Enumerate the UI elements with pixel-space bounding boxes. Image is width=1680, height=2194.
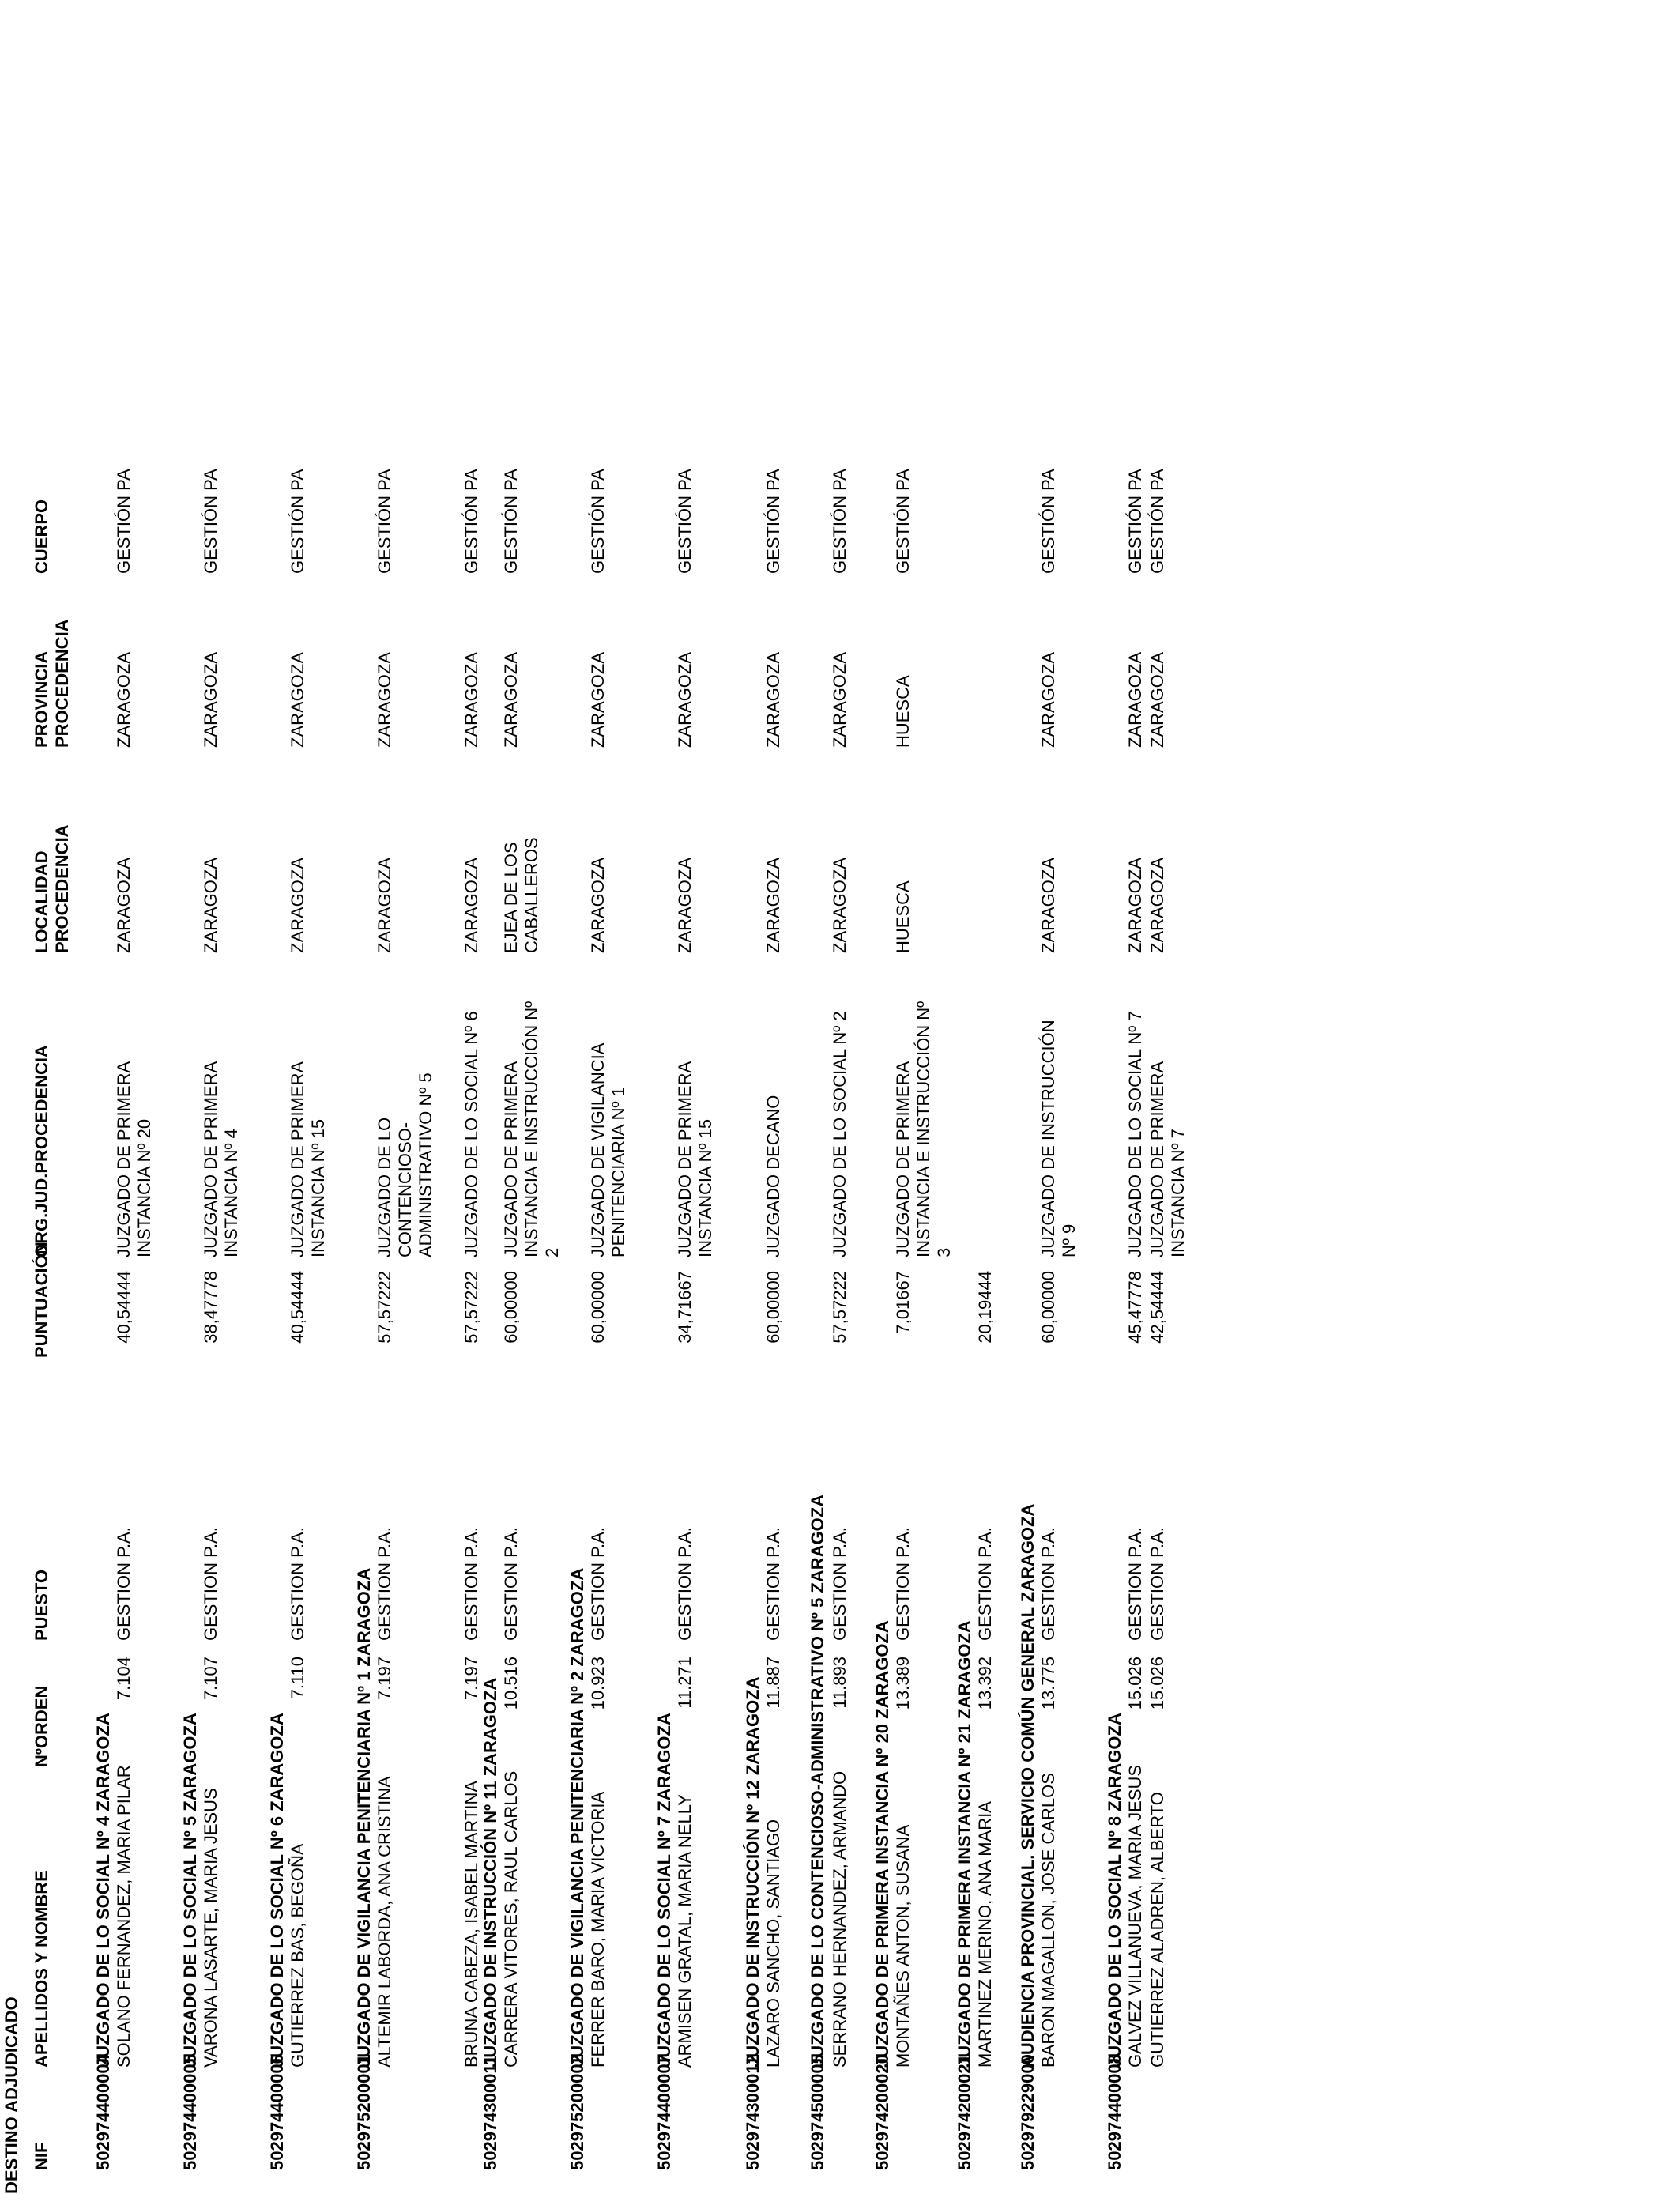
order-number: 15.026 [1147,1657,1167,1710]
provincia-procedencia: ZARAGOZA [1147,651,1167,748]
org-procedencia: JUZGADO DE PRIMERA INSTANCIA Nº 20 [114,1062,154,1257]
col-header-order: NºORDEN [32,1685,51,1767]
order-number: 13.775 [1038,1657,1058,1710]
puesto-value: GESTION P.A. [975,1527,995,1641]
destination-name: JUZGADO DE VIGILANCIA PENITENCIARIA Nº 2 ZARAGOZA [567,1567,587,2068]
order-number: 13.389 [893,1657,913,1710]
puntuacion-value: 38,47778 [201,1271,220,1344]
applicant-name: SERRANO HERNANDEZ, ARMANDO [830,1770,849,2068]
puntuacion-value: 57,57222 [830,1271,849,1344]
localidad-procedencia: ZARAGOZA [375,857,394,953]
order-number: 7.107 [201,1657,220,1701]
localidad-procedencia: ZARAGOZA [1125,857,1145,953]
provincia-procedencia: ZARAGOZA [1125,651,1145,748]
order-number: 7.110 [288,1657,307,1699]
provincia-procedencia: HUESCA [893,675,913,748]
col-header-localidad: LOCALIDAD PROCEDENCIA [32,824,72,953]
destination-name: JUZGADO DE LO SOCIAL Nº 7 ZARAGOZA [654,1713,674,2068]
destination-nif: 502974200020 [872,2054,892,2170]
org-procedencia: JUZGADO DE PRIMERA INSTANCIA Nº 4 [201,1062,241,1257]
puntuacion-value: 34,71667 [675,1271,695,1344]
provincia-procedencia: ZARAGOZA [201,651,220,748]
destination-nif: 502975200002 [567,2054,587,2170]
provincia-procedencia: ZARAGOZA [501,651,521,748]
applicant-name: BARON MAGALLON, JOSE CARLOS [1038,1773,1058,2068]
puesto-value: GESTION P.A. [501,1527,521,1641]
puesto-value: GESTION P.A. [288,1527,307,1641]
destination-nif: 502974400008 [1105,2054,1124,2170]
localidad-procedencia: ZARAGOZA [114,857,134,953]
col-header-puesto: PUESTO [32,1569,51,1641]
localidad-procedencia: ZARAGOZA [588,857,608,953]
destination-nif: 502974300011 [480,2055,500,2170]
destination-name: JUZGADO DE LO SOCIAL Nº 6 ZARAGOZA [267,1713,287,2068]
destination-nif: 502974400006 [267,2054,287,2170]
order-number: 10.923 [588,1657,608,1710]
cuerpo-value: GESTIÓN PA [114,469,134,574]
localidad-procedencia: ZARAGOZA [675,857,695,953]
org-procedencia: JUZGADO DE PRIMERA INSTANCIA E INSTRUCCIÓN Nº 2 [501,1001,562,1257]
cuerpo-value: GESTIÓN PA [893,469,913,574]
cuerpo-value: GESTIÓN PA [201,469,220,574]
puesto-value: GESTION P.A. [1038,1527,1058,1641]
puntuacion-value: 57,57222 [461,1271,481,1344]
destination-name: JUZGADO DE PRIMERA INSTANCIA Nº 20 ZARAGOZA [872,1620,892,2068]
col-header-cuerpo: CUERPO [32,499,51,574]
order-number: 7.197 [461,1657,481,1701]
cuerpo-value: GESTIÓN PA [375,469,394,574]
order-number: 11.893 [830,1657,849,1709]
puntuacion-value: 20,19444 [975,1271,995,1344]
puntuacion-value: 60,00000 [588,1271,608,1344]
puesto-value: GESTION P.A. [1125,1527,1145,1641]
cuerpo-value: GESTIÓN PA [501,469,521,574]
org-procedencia: JUZGADO DE PRIMERA INSTANCIA Nº 15 [288,1062,328,1257]
puesto-value: GESTION P.A. [201,1527,220,1641]
puntuacion-value: 60,00000 [1038,1271,1058,1344]
puesto-value: GESTION P.A. [588,1527,608,1641]
destination-nif: 502979229000 [1018,2054,1038,2170]
destination-name: JUZGADO DE VIGILANCIA PENITENCIARIA Nº 1 ZARAGOZA [354,1567,374,2068]
order-number: 11.887 [763,1657,783,1709]
puesto-value: GESTION P.A. [1147,1527,1167,1641]
col-header-puntuacion: PUNTUACIÓN [32,1242,51,1358]
col-header-provincia: PROVINCIA PROCEDENCIA [32,619,72,748]
org-procedencia: JUZGADO DE LO SOCIAL Nº 6 [461,1011,481,1257]
cuerpo-value: GESTIÓN PA [288,469,307,574]
order-number: 13.392 [975,1657,995,1710]
puesto-value: GESTION P.A. [675,1527,695,1641]
localidad-procedencia: ZARAGOZA [1147,857,1167,953]
provincia-procedencia: ZARAGOZA [588,651,608,748]
applicant-name: GUTIERREZ BAS, BEGOÑA [288,1843,307,2068]
cuerpo-value: GESTIÓN PA [1038,469,1058,574]
applicant-name: SOLANO FERNANDEZ, MARIA PILAR [114,1765,134,2068]
order-number: 7.197 [375,1657,394,1701]
destination-nif: 502974500005 [808,2054,827,2170]
order-number: 7.104 [114,1657,134,1701]
org-procedencia: JUZGADO DE VIGILANCIA PENITENCIARIA Nº 1 [588,1043,628,1257]
order-number: 15.026 [1125,1657,1145,1710]
localidad-procedencia: ZARAGOZA [763,857,783,953]
applicant-name: MONTAÑES ANTON, SUSANA [893,1824,913,2068]
localidad-procedencia: HUESCA [893,880,913,953]
localidad-procedencia: ZARAGOZA [1038,857,1058,953]
org-procedencia: JUZGADO DE PRIMERA INSTANCIA E INSTRUCCIÓN Nº 3 [893,1001,954,1257]
cuerpo-value: GESTIÓN PA [461,469,481,574]
applicant-name: ALTEMIR LABORDA, ANA CRISTINA [375,1776,394,2068]
puesto-value: GESTION P.A. [461,1527,481,1641]
destination-nif: 502974400005 [180,2054,200,2170]
localidad-procedencia: ZARAGOZA [201,857,220,953]
org-procedencia: JUZGADO DECANO [763,1095,783,1257]
applicant-name: FERRER BARO, MARIA VICTORIA [588,1791,608,2068]
cuerpo-value: GESTIÓN PA [763,469,783,574]
col-header-org: ORG.JUD.PROCEDENCIA [32,1045,51,1257]
order-number: 11.271 [675,1657,695,1709]
org-procedencia: JUZGADO DE INSTRUCCIÓN Nº 9 [1038,1020,1079,1257]
localidad-procedencia: ZARAGOZA [288,857,307,953]
puesto-value: GESTION P.A. [893,1527,913,1641]
org-procedencia: JUZGADO DE LO SOCIAL Nº 7 [1125,1011,1145,1257]
puntuacion-value: 40,54444 [288,1271,307,1344]
applicant-name: MARTINEZ MERINO, ANA MARIA [975,1801,995,2068]
provincia-procedencia: ZARAGOZA [114,651,134,748]
applicant-name: GUTIERREZ ALADREN, ALBERTO [1147,1792,1167,2068]
puntuacion-value: 60,00000 [763,1271,783,1344]
applicant-name: ARMISEN GRATAL, MARIA NELLY [675,1794,695,2068]
puesto-value: GESTION P.A. [114,1527,134,1641]
destination-nif: 502974200021 [955,2054,974,2170]
cuerpo-value: GESTIÓN PA [675,469,695,574]
cuerpo-value: GESTIÓN PA [1147,469,1167,574]
org-procedencia: JUZGADO DE PRIMERA INSTANCIA Nº 15 [675,1062,715,1257]
destination-nif: 502974400007 [654,2054,674,2170]
destination-name: JUZGADO DE INSTRUCCIÓN Nº 11 ZARAGOZA [480,1677,500,2068]
puntuacion-value: 40,54444 [114,1271,134,1344]
provincia-procedencia: ZARAGOZA [830,651,849,748]
cuerpo-value: GESTIÓN PA [830,469,849,574]
destination-nif: 502975200001 [354,2054,374,2170]
puntuacion-value: 60,00000 [501,1271,521,1344]
provincia-procedencia: ZARAGOZA [763,651,783,748]
provincia-procedencia: ZARAGOZA [675,651,695,748]
applicant-name: LAZARO SANCHO, SANTIAGO [763,1819,783,2068]
destination-name: JUZGADO DE INSTRUCCIÓN Nº 12 ZARAGOZA [743,1676,763,2068]
puesto-value: GESTION P.A. [763,1527,783,1641]
org-procedencia: JUZGADO DE LO CONTENCIOSO-ADMINISTRATIVO Nº 5 [375,1072,435,1257]
destination-nif: 502974300012 [743,2054,763,2170]
puntuacion-value: 45,47778 [1125,1271,1145,1344]
puesto-value: GESTION P.A. [830,1527,849,1641]
destination-name: JUZGADO DE LO SOCIAL Nº 4 ZARAGOZA [93,1713,113,2068]
applicant-name: VARONA LASARTE, MARIA JESUS [201,1788,220,2068]
destination-nif: 502974400004 [93,2054,113,2170]
org-procedencia: JUZGADO DE LO SOCIAL Nº 2 [830,1011,849,1257]
puesto-value: GESTION P.A. [375,1527,394,1641]
provincia-procedencia: ZARAGOZA [1038,651,1058,748]
puntuacion-value: 42,54444 [1147,1271,1167,1344]
destination-name: JUZGADO DE LO CONTENCIOSO-ADMINISTRATIVO Nº 5 ZARAGOZA [808,1494,827,2068]
org-procedencia: JUZGADO DE PRIMERA INSTANCIA Nº 7 [1147,1062,1188,1257]
provincia-procedencia: ZARAGOZA [461,651,481,748]
applicant-name: BRUNA CABEZA, ISABEL MARTINA [461,1780,481,2068]
col-header-nif: NIF [32,2142,51,2170]
cuerpo-value: GESTIÓN PA [1125,469,1145,574]
applicant-name: CARRERA VITORES, RAUL CARLOS [501,1770,521,2068]
destination-name: JUZGADO DE LO SOCIAL Nº 8 ZARAGOZA [1105,1713,1124,2068]
section-title: DESTINO ADJUDICADO [2,1996,21,2194]
order-number: 10.516 [501,1657,521,1710]
destination-name: JUZGADO DE PRIMERA INSTANCIA Nº 21 ZARAGOZA [955,1620,974,2068]
puntuacion-value: 57,57222 [375,1271,394,1344]
cuerpo-value: GESTIÓN PA [588,469,608,574]
provincia-procedencia: ZARAGOZA [288,651,307,748]
destination-name: JUZGADO DE LO SOCIAL Nº 5 ZARAGOZA [180,1713,200,2068]
destination-name: AUDIENCIA PROVINCIAL. SERVICIO COMÚN GENERAL ZARAGOZA [1018,1503,1038,2068]
applicant-name: GALVEZ VILLANUEVA, MARIA JESUS [1125,1764,1145,2068]
localidad-procedencia: ZARAGOZA [830,857,849,953]
localidad-procedencia: EJEA DE LOS CABALLEROS [501,837,541,953]
localidad-procedencia: ZARAGOZA [461,857,481,953]
col-header-name: APELLIDOS Y NOMBRE [32,1870,51,2068]
provincia-procedencia: ZARAGOZA [375,651,394,748]
puntuacion-value: 7,01667 [893,1271,913,1334]
